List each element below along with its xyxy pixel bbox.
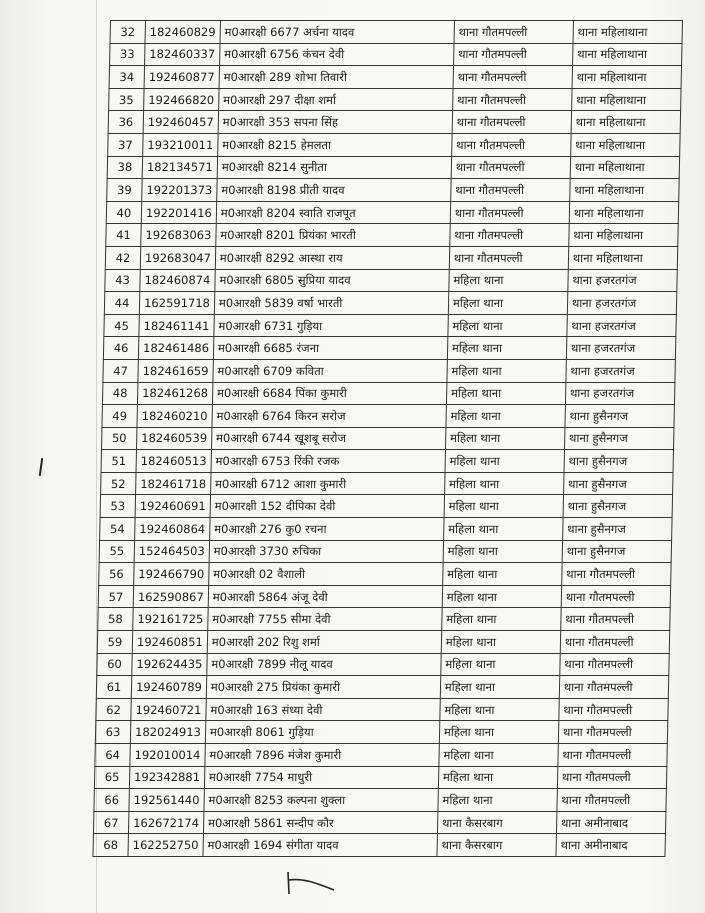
serial-number-cell: 61 <box>96 676 131 699</box>
new-posting-cell: थाना हुसैनगज <box>564 450 673 473</box>
new-posting-cell: थाना हजरतगंज <box>567 314 676 337</box>
new-posting-cell: थाना महिलाथाना <box>570 179 679 202</box>
table-row <box>110 21 682 44</box>
pno-number-cell: 192460457 <box>143 111 218 134</box>
table-row <box>101 472 673 495</box>
rank-name-cell: म0आरक्षी 6744 खूशबू सरोज <box>211 427 445 450</box>
serial-number-cell: 53 <box>100 495 135 518</box>
pno-number-cell: 192201416 <box>141 201 216 224</box>
rank-name-cell: म0आरक्षी 8198 प्रीती यादव <box>217 179 451 202</box>
rank-name-cell: म0आरक्षी 3730 रुचिका <box>209 540 443 563</box>
rank-name-cell: म0आरक्षी 6685 रंजना <box>213 337 447 360</box>
pno-number-cell: 162252750 <box>128 834 203 857</box>
serial-number-cell: 48 <box>102 382 137 405</box>
new-posting-cell: थाना गौतमपल्ली <box>561 585 670 608</box>
table-row <box>103 337 675 360</box>
serial-number-cell: 43 <box>105 269 140 292</box>
current-posting-cell: महिला थाना <box>445 450 564 473</box>
new-posting-cell: थाना महिलाथाना <box>568 246 677 269</box>
serial-number-cell: 67 <box>93 811 128 834</box>
rank-name-cell: म0आरक्षी 1694 संगीता यादव <box>203 834 437 857</box>
rank-name-cell: म0आरक्षी 6712 आशा कुमारी <box>210 472 444 495</box>
rank-name-cell: म0आरक्षी 6756 कंचन देवी <box>219 43 453 66</box>
pno-number-cell: 192683047 <box>140 246 215 269</box>
new-posting-cell: थाना अमीनाबाद <box>556 811 665 834</box>
table-row <box>109 66 681 89</box>
serial-number-cell: 40 <box>106 201 141 224</box>
current-posting-cell: थाना कैसरबाग <box>437 811 556 834</box>
new-posting-cell: थाना हुसैनगज <box>562 518 671 541</box>
current-posting-cell: थाना गौतमपल्ली <box>452 111 571 134</box>
rank-name-cell: म0आरक्षी 6805 सुप्रिया यादव <box>215 269 449 292</box>
serial-number-cell: 35 <box>109 88 144 111</box>
rank-name-cell: म0आरक्षी 02 वैशाली <box>209 563 443 586</box>
pno-number-cell: 182460210 <box>137 405 212 428</box>
serial-number-cell: 45 <box>104 314 139 337</box>
new-posting-cell: थाना महिलाथाना <box>571 133 680 156</box>
pno-number-cell: 192460877 <box>144 66 219 89</box>
new-posting-cell: थाना गौतमपल्ली <box>557 766 666 789</box>
table-row <box>99 540 671 563</box>
new-posting-cell: थाना हुसैनगज <box>563 495 672 518</box>
current-posting-cell: महिला थाना <box>448 292 567 315</box>
new-posting-cell: थाना गौतमपल्ली <box>560 653 669 676</box>
pno-number-cell: 182461659 <box>138 359 213 382</box>
current-posting-cell: महिला थाना <box>446 382 565 405</box>
serial-number-cell: 37 <box>108 133 143 156</box>
rank-name-cell: म0आरक्षी 353 सपना सिंह <box>218 111 452 134</box>
table-row <box>98 608 670 631</box>
pno-number-cell: 182460874 <box>140 269 215 292</box>
serial-number-cell: 41 <box>106 224 141 247</box>
current-posting-cell: महिला थाना <box>448 314 567 337</box>
serial-number-cell: 33 <box>110 43 145 66</box>
rank-name-cell: म0आरक्षी 6684 पिंका कुमारी <box>212 382 446 405</box>
table-row <box>93 834 665 857</box>
new-posting-cell: थाना हजरतगंज <box>567 292 676 315</box>
serial-number-cell: 57 <box>98 585 133 608</box>
current-posting-cell: महिला थाना <box>444 495 563 518</box>
signature-scribble <box>284 868 344 898</box>
rank-name-cell: म0आरक्षी 6753 रिंकी रजक <box>211 450 445 473</box>
current-posting-cell: थाना गौतमपल्ली <box>453 43 572 66</box>
new-posting-cell: थाना महिलाथाना <box>569 224 678 247</box>
pen-mark <box>39 458 43 476</box>
new-posting-cell: थाना महिलाथाना <box>572 43 681 66</box>
table-row <box>93 811 665 834</box>
table-row <box>102 382 674 405</box>
new-posting-cell: थाना गौतमपल्ली <box>559 676 668 699</box>
table-row <box>96 698 668 721</box>
new-posting-cell: थाना हजरतगंज <box>568 269 677 292</box>
current-posting-cell: महिला थाना <box>442 585 561 608</box>
rank-name-cell: म0आरक्षी 8253 कल्पना शुक्ला <box>204 789 438 812</box>
serial-number-cell: 49 <box>102 405 137 428</box>
pno-number-cell: 182460539 <box>136 427 211 450</box>
new-posting-cell: थाना महिलाथाना <box>571 111 680 134</box>
serial-number-cell: 64 <box>95 744 130 767</box>
new-posting-cell: थाना हजरतगंज <box>565 382 674 405</box>
rank-name-cell: म0आरक्षी 6709 कविता <box>213 359 447 382</box>
current-posting-cell: महिला थाना <box>441 653 560 676</box>
serial-number-cell: 63 <box>95 721 130 744</box>
current-posting-cell: महिला थाना <box>438 766 557 789</box>
current-posting-cell: थाना गौतमपल्ली <box>451 156 570 179</box>
rank-name-cell: म0आरक्षी 7754 माधुरी <box>204 766 438 789</box>
pno-number-cell: 182134571 <box>142 156 217 179</box>
table-row <box>106 224 678 247</box>
rank-name-cell: म0आरक्षी 5861 सन्दीप कौर <box>203 811 437 834</box>
current-posting-cell: महिला थाना <box>441 631 560 654</box>
rank-name-cell: म0आरक्षी 7755 सीमा देवी <box>208 608 442 631</box>
pno-number-cell: 192466820 <box>144 88 219 111</box>
table-row <box>100 518 672 541</box>
table-row <box>108 111 680 134</box>
new-posting-cell: थाना अमीनाबाद <box>556 834 665 857</box>
serial-number-cell: 68 <box>93 834 128 857</box>
new-posting-cell: थाना हजरतगंज <box>566 337 675 360</box>
current-posting-cell: महिला थाना <box>440 676 559 699</box>
rank-name-cell: म0आरक्षी 202 रिशु शर्मा <box>207 631 441 654</box>
serial-number-cell: 47 <box>103 359 138 382</box>
transfer-table <box>92 20 682 857</box>
pno-number-cell: 192201373 <box>142 179 217 202</box>
pno-number-cell: 162591718 <box>139 292 214 315</box>
rank-name-cell: म0आरक्षी 297 दीक्षा शर्मा <box>218 88 452 111</box>
current-posting-cell: महिला थाना <box>440 698 559 721</box>
serial-number-cell: 52 <box>101 472 136 495</box>
current-posting-cell: महिला थाना <box>449 269 568 292</box>
table-row <box>100 495 672 518</box>
table-row <box>102 405 674 428</box>
table-row <box>107 156 679 179</box>
current-posting-cell: थाना कैसरबाग <box>437 834 556 857</box>
current-posting-cell: महिला थाना <box>438 789 557 812</box>
serial-number-cell: 58 <box>98 608 133 631</box>
current-posting-cell: महिला थाना <box>447 359 566 382</box>
pno-number-cell: 152464503 <box>134 540 209 563</box>
pno-number-cell: 192460864 <box>135 518 210 541</box>
pno-number-cell: 182460513 <box>136 450 211 473</box>
serial-number-cell: 51 <box>101 450 136 473</box>
pno-number-cell: 192460721 <box>131 698 206 721</box>
current-posting-cell: महिला थाना <box>447 337 566 360</box>
pno-number-cell: 162672174 <box>128 811 203 834</box>
table-row <box>105 246 677 269</box>
pno-number-cell: 192466790 <box>134 563 209 586</box>
table-row <box>110 43 682 66</box>
current-posting-cell: थाना गौतमपल्ली <box>453 66 572 89</box>
pno-number-cell: 182461718 <box>136 472 211 495</box>
pno-number-cell: 192683063 <box>141 224 216 247</box>
rank-name-cell: म0आरक्षी 6764 किरन सरोज <box>212 405 446 428</box>
rank-name-cell: म0आरक्षी 8292 आस्था राय <box>215 246 449 269</box>
serial-number-cell: 32 <box>110 21 145 44</box>
table-row <box>107 179 679 202</box>
rank-name-cell: म0आरक्षी 7899 नीलू यादव <box>207 653 441 676</box>
pno-number-cell: 182461268 <box>137 382 212 405</box>
serial-number-cell: 54 <box>100 518 135 541</box>
current-posting-cell: थाना गौतमपल्ली <box>452 133 571 156</box>
table-row <box>96 676 668 699</box>
rank-name-cell: म0आरक्षी 6677 अर्चना यादव <box>220 21 454 44</box>
rank-name-cell: म0आरक्षी 276 कु0 रचना <box>209 518 443 541</box>
table-row <box>101 450 673 473</box>
rank-name-cell: म0आरक्षी 8201 प्रियंका भारती <box>216 224 450 247</box>
pno-number-cell: 162590867 <box>133 585 208 608</box>
rank-name-cell: म0आरक्षी 6731 गुड़िया <box>214 314 448 337</box>
table-row <box>98 585 670 608</box>
table-row <box>97 653 669 676</box>
rank-name-cell: म0आरक्षी 289 शोभा तिवारी <box>219 66 453 89</box>
table-row <box>94 789 666 812</box>
pno-number-cell: 192342881 <box>129 766 204 789</box>
new-posting-cell: थाना गौतमपल्ली <box>560 631 669 654</box>
table-row <box>106 201 678 224</box>
serial-number-cell: 46 <box>103 337 138 360</box>
serial-number-cell: 66 <box>94 789 129 812</box>
current-posting-cell: महिला थाना <box>446 405 565 428</box>
serial-number-cell: 36 <box>108 111 143 134</box>
pno-number-cell: 192010014 <box>130 744 205 767</box>
rank-name-cell: म0आरक्षी 7896 मंजेश कुमारी <box>205 744 439 767</box>
new-posting-cell: थाना हुसैनगज <box>563 472 672 495</box>
current-posting-cell: थाना गौतमपल्ली <box>454 21 573 44</box>
pno-number-cell: 182460337 <box>145 43 220 66</box>
rank-name-cell: म0आरक्षी 163 संध्या देवी <box>206 698 440 721</box>
rank-name-cell: म0आरक्षी 5839 वर्षा भारती <box>214 292 448 315</box>
new-posting-cell: थाना गौतमपल्ली <box>561 608 670 631</box>
table-row <box>99 563 671 586</box>
table-row <box>101 427 673 450</box>
new-posting-cell: थाना गौतमपल्ली <box>559 698 668 721</box>
current-posting-cell: थाना गौतमपल्ली <box>452 88 571 111</box>
current-posting-cell: महिला थाना <box>443 518 562 541</box>
table-row <box>105 269 677 292</box>
serial-number-cell: 50 <box>101 427 136 450</box>
new-posting-cell: थाना हुसैनगज <box>564 427 673 450</box>
current-posting-cell: महिला थाना <box>443 540 562 563</box>
pno-number-cell: 193210011 <box>143 133 218 156</box>
current-posting-cell: महिला थाना <box>445 427 564 450</box>
new-posting-cell: थाना महिलाथाना <box>573 21 682 44</box>
table-row <box>94 766 666 789</box>
pno-number-cell: 192460851 <box>132 631 207 654</box>
current-posting-cell: थाना गौतमपल्ली <box>450 201 569 224</box>
current-posting-cell: थाना गौतमपल्ली <box>449 246 568 269</box>
rank-name-cell: म0आरक्षी 8215 हेमलता <box>218 133 452 156</box>
table-row <box>97 631 669 654</box>
rank-name-cell: म0आरक्षी 152 दीपिका देवी <box>210 495 444 518</box>
serial-number-cell: 65 <box>94 766 129 789</box>
serial-number-cell: 59 <box>97 631 132 654</box>
new-posting-cell: थाना गौतमपल्ली <box>562 563 671 586</box>
current-posting-cell: महिला थाना <box>439 721 558 744</box>
current-posting-cell: महिला थाना <box>444 472 563 495</box>
pno-number-cell: 182461486 <box>138 337 213 360</box>
serial-number-cell: 38 <box>107 156 142 179</box>
rank-name-cell: म0आरक्षी 5864 अंजू देवी <box>208 585 442 608</box>
pno-number-cell: 182461141 <box>139 314 214 337</box>
pno-number-cell: 192460691 <box>135 495 210 518</box>
table-row <box>104 292 676 315</box>
serial-number-cell: 39 <box>107 179 142 202</box>
new-posting-cell: थाना महिलाथाना <box>572 66 681 89</box>
rank-name-cell: म0आरक्षी 275 प्रियंका कुमारी <box>206 676 440 699</box>
serial-number-cell: 55 <box>99 540 134 563</box>
new-posting-cell: थाना महिलाथाना <box>571 88 680 111</box>
pno-number-cell: 192161725 <box>133 608 208 631</box>
current-posting-cell: महिला थाना <box>439 744 558 767</box>
table-row <box>104 314 676 337</box>
pno-number-cell: 192624435 <box>132 653 207 676</box>
pno-number-cell: 182024913 <box>130 721 205 744</box>
serial-number-cell: 56 <box>99 563 134 586</box>
new-posting-cell: थाना हुसैनगज <box>562 540 671 563</box>
new-posting-cell: थाना महिलाथाना <box>569 201 678 224</box>
new-posting-cell: थाना गौतमपल्ली <box>558 721 667 744</box>
new-posting-cell: थाना गौतमपल्ली <box>557 789 666 812</box>
serial-number-cell: 60 <box>97 653 132 676</box>
table-row <box>103 359 675 382</box>
current-posting-cell: महिला थाना <box>442 608 561 631</box>
current-posting-cell: थाना गौतमपल्ली <box>451 179 570 202</box>
serial-number-cell: 34 <box>109 66 144 89</box>
rank-name-cell: म0आरक्षी 8214 सुनीता <box>217 156 451 179</box>
new-posting-cell: थाना गौतमपल्ली <box>558 744 667 767</box>
serial-number-cell: 62 <box>96 698 131 721</box>
new-posting-cell: थाना हुसैनगज <box>565 405 674 428</box>
new-posting-cell: थाना हजरतगंज <box>566 359 675 382</box>
pno-number-cell: 192460789 <box>131 676 206 699</box>
serial-number-cell: 42 <box>105 246 140 269</box>
rank-name-cell: म0आरक्षी 8061 गुड़िया <box>205 721 439 744</box>
table-row <box>95 744 667 767</box>
new-posting-cell: थाना महिलाथाना <box>570 156 679 179</box>
table-row <box>108 133 680 156</box>
table-row <box>95 721 667 744</box>
current-posting-cell: महिला थाना <box>443 563 562 586</box>
rank-name-cell: म0आरक्षी 8204 स्वाति राजपूत <box>216 201 450 224</box>
table-row <box>109 88 681 111</box>
pno-number-cell: 192561440 <box>129 789 204 812</box>
serial-number-cell: 44 <box>104 292 139 315</box>
pno-number-cell: 182460829 <box>145 21 220 44</box>
current-posting-cell: थाना गौतमपल्ली <box>450 224 569 247</box>
